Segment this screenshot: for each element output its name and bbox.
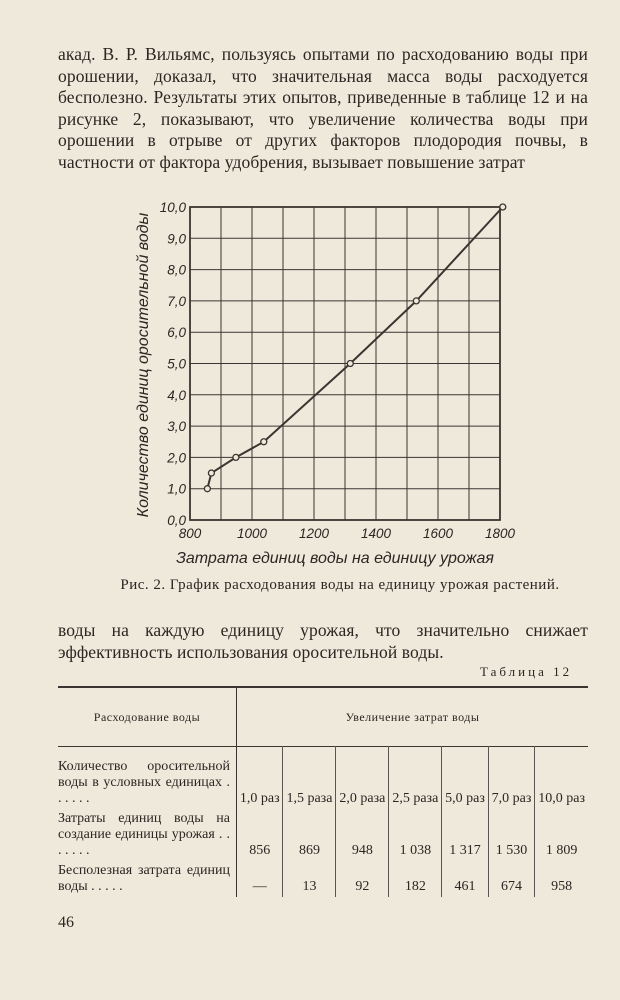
table-cell: 92 <box>336 861 389 897</box>
table-header-right: Увеличение затрат воды <box>237 687 589 747</box>
table-row-label: Затраты единиц воды на создание единицы урожая . . . . . . . <box>58 811 230 858</box>
y-tick-label: 4,0 <box>167 387 186 403</box>
table-row-label: Количество оросительной воды в условных единицах . . . . . . <box>58 759 230 806</box>
table-cell: 10,0 раз <box>535 747 588 810</box>
x-tick-label: 1200 <box>298 526 330 541</box>
y-tick-label: 8,0 <box>167 262 186 278</box>
water-consumption-chart <box>120 195 520 575</box>
y-tick-label: 7,0 <box>167 293 186 309</box>
data-point <box>500 204 506 210</box>
data-point <box>208 470 214 476</box>
data-point <box>261 439 267 445</box>
table-cell: 1 038 <box>389 809 442 861</box>
table-cell: 1 317 <box>442 809 488 861</box>
x-tick-label: 800 <box>178 526 202 541</box>
x-tick-label: 1000 <box>236 526 268 541</box>
data-point <box>413 298 419 304</box>
x-tick-label: 1600 <box>422 526 454 541</box>
y-tick-label: 0,0 <box>167 513 186 528</box>
table-cell: — <box>237 861 283 897</box>
y-tick-label: 10,0 <box>159 200 186 215</box>
table-header-row <box>58 687 588 747</box>
y-tick-label: 5,0 <box>167 356 186 372</box>
chart-grid <box>190 207 500 520</box>
y-tick-label: 1,0 <box>167 481 186 497</box>
paragraph-top: акад. В. Р. Вильямс, пользуясь опытами по расходованию воды при орошении, доказал, что значительная масса воды расходуется бесполезно. Результаты этих опытов, приведенные в таблице 12 и на рисунке 2, показывают, что увеличение количества воды при орошении в отрыве от других факторов плодородия почвы, в частности от фактора удобрения, вызывает повышение затрат <box>58 44 588 172</box>
table-cell: 182 <box>389 861 442 897</box>
table-label: Таблица 12 <box>480 664 573 679</box>
table-cell: 1,0 раз <box>237 747 283 810</box>
table-cell: 13 <box>283 861 336 897</box>
table-cell: 1 809 <box>535 809 588 861</box>
y-tick-label: 2,0 <box>167 450 186 466</box>
y-tick-label: 3,0 <box>167 419 186 435</box>
data-point <box>233 454 239 460</box>
table-cell: 2,5 раза <box>389 747 442 810</box>
x-tick-label: 1800 <box>484 526 516 541</box>
chart-ylabel: Количество единиц оросительной воды <box>135 212 152 518</box>
table-row <box>58 861 588 897</box>
table-cell: 1 530 <box>488 809 534 861</box>
table-header-left: Расходование воды <box>93 710 201 724</box>
table-cell: 674 <box>488 861 534 897</box>
chart-series <box>204 204 505 492</box>
data-point <box>204 486 210 492</box>
table-row <box>58 809 588 861</box>
table-cell: 7,0 раз <box>488 747 534 810</box>
table-cell: 5,0 раз <box>442 747 488 810</box>
x-tick-label: 1400 <box>360 526 392 541</box>
table-cell: 461 <box>442 861 488 897</box>
page-number: 46 <box>58 914 74 931</box>
paragraph-middle: воды на каждую единицу урожая, что значительно снижает эффективность использования оросительной воды. <box>58 620 588 662</box>
table-row <box>58 747 588 810</box>
table-cell: 869 <box>283 809 336 861</box>
data-table <box>58 686 588 897</box>
table-cell: 958 <box>535 861 588 897</box>
y-tick-label: 6,0 <box>167 325 186 341</box>
data-point <box>347 361 353 367</box>
table-cell: 948 <box>336 809 389 861</box>
figure-caption: Рис. 2. График расходования воды на единицу урожая растений. <box>120 577 560 593</box>
chart-xlabel: Затрата единиц воды на единицу урожая <box>176 550 494 567</box>
table-row-label: Бесполезная затрата единиц воды . . . . . <box>58 863 230 894</box>
table-cell: 1,5 раза <box>283 747 336 810</box>
table-cell: 856 <box>237 809 283 861</box>
y-tick-label: 9,0 <box>167 231 186 247</box>
table-cell: 2,0 раза <box>336 747 389 810</box>
